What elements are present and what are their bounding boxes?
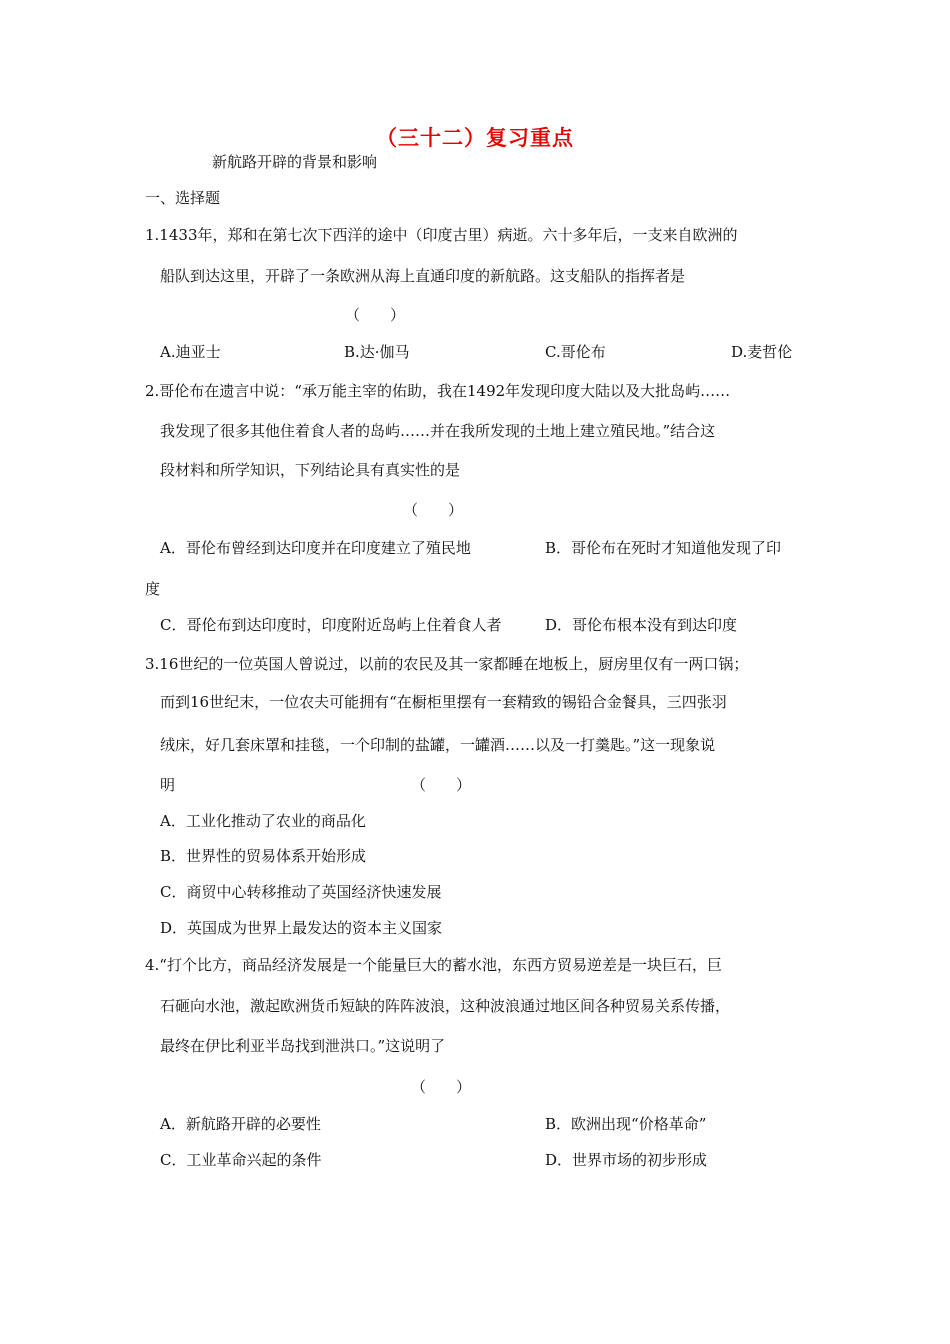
q2-option-b[interactable]: B．哥伦布在死时才知道他发现了印 [545, 539, 782, 557]
q3-answer-paren: （ ） [411, 776, 472, 794]
section-heading: 一、选择题 [145, 189, 221, 207]
q4-line-3: 最终在伊比利亚半岛找到泄洪口。”这说明了 [160, 1037, 446, 1055]
q2-line-3: 段材料和所学知识，下列结论具有真实性的是 [160, 461, 461, 479]
q4-option-d[interactable]: D．世界市场的初步形成 [545, 1151, 708, 1169]
q1-option-b[interactable]: B.达·伽马 [344, 343, 410, 361]
q2-option-c[interactable]: C．哥伦布到达印度时，印度附近岛屿上住着食人者 [160, 616, 502, 634]
q3-option-a[interactable]: A．工业化推动了农业的商品化 [160, 812, 366, 830]
q2-option-d[interactable]: D．哥伦布根本没有到达印度 [545, 616, 738, 634]
q1-line-2: 船队到达这里，开辟了一条欧洲从海上直通印度的新航路。这支船队的指挥者是 [160, 267, 686, 285]
page-title: （三十二）复习重点 [376, 126, 574, 150]
subtitle: 新航路开辟的背景和影响 [212, 153, 378, 171]
q3-option-c[interactable]: C．商贸中心转移推动了英国经济快速发展 [160, 883, 442, 901]
q4-answer-paren: （ ） [411, 1078, 472, 1096]
q2-option-a[interactable]: A．哥伦布曾经到达印度并在印度建立了殖民地 [160, 539, 471, 557]
q3-line-3: 绒床，好几套床罩和挂毯，一个印制的盐罐，一罐酒……以及一打羹匙。”这一现象说 [160, 736, 716, 754]
q3-line-2: 而到16世纪末，一位农夫可能拥有“在橱柜里摆有一套精致的锡铅合金餐具，三四张羽 [160, 693, 727, 711]
q3-line-4: 明 [160, 776, 176, 794]
q4-line-1: 4.“打个比方，商品经济发展是一个能量巨大的蓄水池，东西方贸易逆差是一块巨石，巨 [145, 956, 722, 974]
q3-option-b[interactable]: B．世界性的贸易体系开始形成 [160, 847, 367, 865]
q2-option-b-wrap: 度 [145, 580, 161, 598]
q1-line-1: 1.1433年，郑和在第七次下西洋的途中（印度古里）病逝。六十多年后，一支来自欧洲的 [145, 226, 738, 244]
q3-line-1: 3.16世纪的一位英国人曾说过，以前的农民及其一家都睡在地板上，厨房里仅有一两口锅； [145, 655, 749, 673]
q3-option-d[interactable]: D．英国成为世界上最发达的资本主义国家 [160, 919, 443, 937]
q1-option-d[interactable]: D.麦哲伦 [731, 343, 793, 361]
q1-option-c[interactable]: C.哥伦布 [545, 343, 606, 361]
q2-line-2: 我发现了很多其他住着食人者的岛屿……并在我所发现的土地上建立殖民地。”结合这 [160, 422, 716, 440]
q2-answer-paren: （ ） [403, 501, 464, 519]
q1-option-a[interactable]: A.迪亚士 [160, 343, 221, 361]
q4-option-a[interactable]: A．新航路开辟的必要性 [160, 1115, 321, 1133]
q4-line-2: 石砸向水池，激起欧洲货币短缺的阵阵波浪，这种波浪通过地区间各种贸易关系传播， [160, 997, 731, 1015]
q2-line-1: 2.哥伦布在遗言中说：“承万能主宰的佑助，我在1492年发现印度大陆以及大批岛屿…… [145, 382, 731, 400]
q1-answer-paren: （ ） [345, 306, 406, 324]
q4-option-c[interactable]: C．工业革命兴起的条件 [160, 1151, 322, 1169]
q4-option-b[interactable]: B．欧洲出现“价格革命” [545, 1115, 707, 1133]
